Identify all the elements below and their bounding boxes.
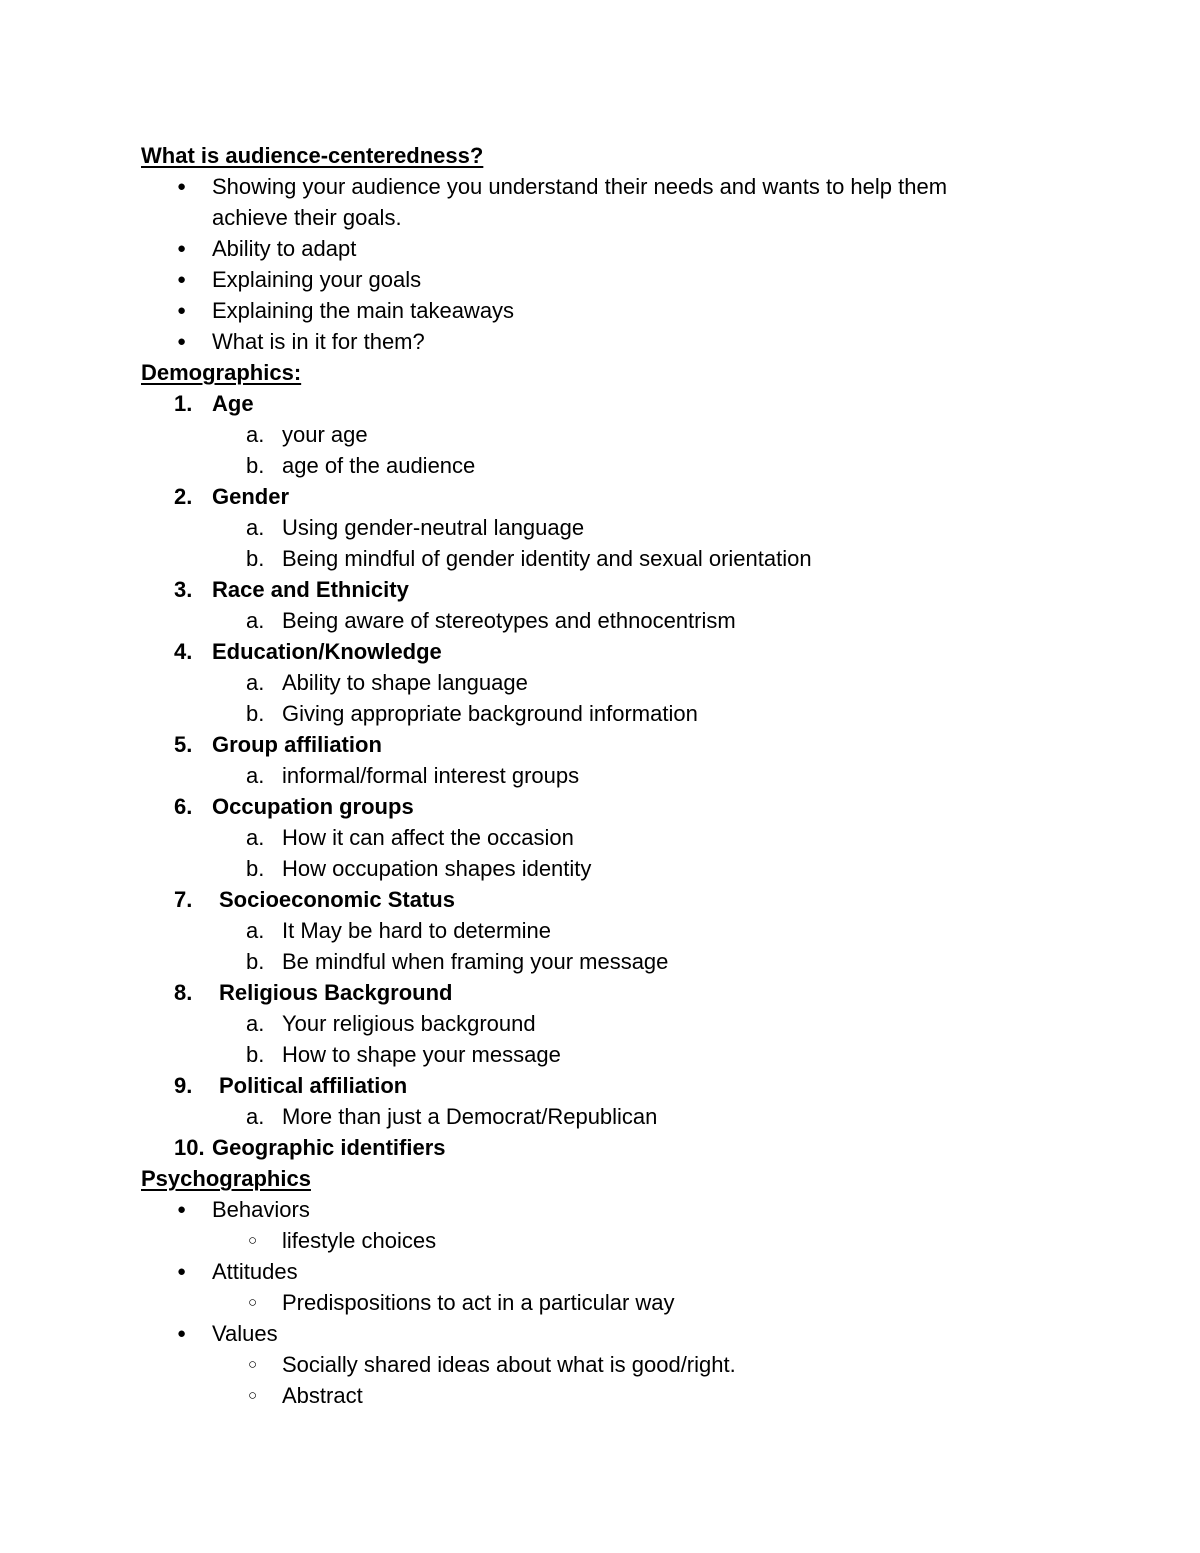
list-letter: b. — [246, 1042, 265, 1067]
circle-bullet-icon: ○ — [248, 1232, 258, 1249]
demographic-subitem-text: Being aware of stereotypes and ethnocentrism — [282, 608, 736, 633]
psychographic-subitem — [141, 1225, 1081, 1256]
demographic-item — [141, 481, 1081, 512]
bullet-item-continuation — [141, 202, 1081, 233]
bullet-text: What is in it for them? — [212, 329, 425, 354]
demographic-subitem — [141, 698, 1081, 729]
bullet-icon: ● — [177, 1201, 187, 1218]
list-number: 3. — [174, 577, 193, 602]
bullet-item — [141, 233, 1081, 264]
demographic-label: Group affiliation — [212, 732, 382, 757]
list-number: 8. — [174, 980, 193, 1005]
demographic-subitem-text: Be mindful when framing your message — [282, 949, 669, 974]
demographic-label: Education/Knowledge — [212, 639, 442, 664]
list-letter: b. — [246, 949, 265, 974]
section-heading-psychographics: Psychographics — [141, 1166, 311, 1191]
demographic-subitem-text: age of the audience — [282, 453, 476, 478]
demographic-item — [141, 636, 1081, 667]
demographic-label: Gender — [212, 484, 290, 509]
psychographic-subitem-text: Abstract — [282, 1383, 363, 1408]
bullet-item — [141, 264, 1081, 295]
demographic-label: Occupation groups — [212, 794, 414, 819]
list-letter: b. — [246, 701, 265, 726]
psychographic-label: Attitudes — [212, 1259, 298, 1284]
bullet-text: Explaining your goals — [212, 267, 422, 292]
circle-bullet-icon: ○ — [248, 1387, 258, 1404]
section-heading-audience-centeredness: What is audience-centeredness? — [141, 143, 484, 168]
list-letter: a. — [246, 825, 265, 850]
demographic-label: Age — [212, 391, 254, 416]
bullet-icon: ● — [177, 271, 187, 288]
psychographic-subitem-text: lifestyle choices — [282, 1228, 437, 1253]
bullet-item — [141, 171, 1081, 202]
demographic-item — [141, 791, 1081, 822]
demographic-label: Political affiliation — [219, 1073, 408, 1098]
bullet-icon: ● — [177, 1263, 187, 1280]
psychographic-subitem — [141, 1380, 1081, 1411]
bullet-item — [141, 295, 1081, 326]
list-letter: a. — [246, 763, 265, 788]
list-letter: a. — [246, 515, 265, 540]
demographic-subitem — [141, 1008, 1081, 1039]
list-letter: a. — [246, 918, 265, 943]
list-number: 2. — [174, 484, 193, 509]
list-number: 4. — [174, 639, 193, 664]
bullet-icon: ● — [177, 333, 187, 350]
psychographic-subitem-text: Socially shared ideas about what is good/right. — [282, 1352, 736, 1377]
document-body — [141, 140, 1081, 1411]
psychographic-subitem — [141, 1287, 1081, 1318]
list-letter: a. — [246, 1104, 265, 1129]
demographic-label: Geographic identifiers — [212, 1135, 446, 1160]
list-number: 6. — [174, 794, 193, 819]
demographic-subitem — [141, 1101, 1081, 1132]
demographic-subitem-text: How it can affect the occasion — [282, 825, 574, 850]
list-number: 1. — [174, 391, 193, 416]
list-letter: a. — [246, 422, 265, 447]
bullet-icon: ● — [177, 240, 187, 257]
list-number: 5. — [174, 732, 193, 757]
demographic-item — [141, 1132, 1081, 1163]
demographic-subitem — [141, 760, 1081, 791]
demographic-subitem — [141, 605, 1081, 636]
psychographic-item — [141, 1194, 1081, 1225]
bullet-item — [141, 326, 1081, 357]
demographic-subitem — [141, 667, 1081, 698]
psychographic-item — [141, 1256, 1081, 1287]
psychographic-label: Behaviors — [212, 1197, 310, 1222]
psychographic-subitem-text: Predispositions to act in a particular way — [282, 1290, 675, 1315]
demographic-label: Religious Background — [219, 980, 453, 1005]
demographic-subitem-text: Your religious background — [282, 1011, 536, 1036]
bullet-text: Ability to adapt — [212, 236, 357, 261]
list-letter: b. — [246, 453, 265, 478]
demographic-subitem-text: Using gender-neutral language — [282, 515, 585, 540]
demographic-subitem-text: It May be hard to determine — [282, 918, 552, 943]
list-number: 9. — [174, 1073, 193, 1098]
demographic-subitem-text: informal/formal interest groups — [282, 763, 580, 788]
bullet-icon: ● — [177, 302, 187, 319]
demographic-item — [141, 388, 1081, 419]
psychographics-list — [141, 1194, 1081, 1411]
bullet-text: Explaining the main takeaways — [212, 298, 515, 323]
demographic-subitem — [141, 512, 1081, 543]
demographics-list — [141, 388, 1081, 1163]
bullet-text: Showing your audience you understand their needs and wants to help them — [212, 174, 948, 199]
bullet-text: achieve their goals. — [212, 205, 402, 230]
demographic-subitem-text: Giving appropriate background information — [282, 701, 698, 726]
list-letter: b. — [246, 856, 265, 881]
demographic-subitem — [141, 543, 1081, 574]
demographic-subitem — [141, 853, 1081, 884]
demographic-subitem — [141, 915, 1081, 946]
psychographic-subitem — [141, 1349, 1081, 1380]
demographic-subitem-text: How occupation shapes identity — [282, 856, 592, 881]
demographic-subitem — [141, 1039, 1081, 1070]
demographic-subitem — [141, 419, 1081, 450]
list-letter: a. — [246, 608, 265, 633]
psychographic-item — [141, 1318, 1081, 1349]
list-letter: a. — [246, 670, 265, 695]
demographic-label: Socioeconomic Status — [219, 887, 455, 912]
psychographic-label: Values — [212, 1321, 278, 1346]
demographic-label: Race and Ethnicity — [212, 577, 409, 602]
demographic-subitem-text: How to shape your message — [282, 1042, 561, 1067]
demographic-subitem-text: More than just a Democrat/Republican — [282, 1104, 658, 1129]
list-letter: a. — [246, 1011, 265, 1036]
bullet-icon: ● — [177, 1325, 187, 1342]
demographic-item — [141, 729, 1081, 760]
demographic-item — [141, 884, 1081, 915]
demographic-item — [141, 1070, 1081, 1101]
demographic-subitem-text: Ability to shape language — [282, 670, 528, 695]
demographic-item — [141, 977, 1081, 1008]
demographic-subitem — [141, 450, 1081, 481]
demographic-subitem-text: Being mindful of gender identity and sexual orientation — [282, 546, 812, 571]
list-number: 7. — [174, 887, 193, 912]
list-number: 10. — [174, 1135, 205, 1160]
circle-bullet-icon: ○ — [248, 1294, 258, 1311]
demographic-subitem — [141, 946, 1081, 977]
list-letter: b. — [246, 546, 265, 571]
bullet-icon: ● — [177, 178, 187, 195]
demographic-subitem-text: your age — [282, 422, 368, 447]
circle-bullet-icon: ○ — [248, 1356, 258, 1373]
demographic-item — [141, 574, 1081, 605]
demographic-subitem — [141, 822, 1081, 853]
section-heading-demographics: Demographics: — [141, 360, 302, 385]
